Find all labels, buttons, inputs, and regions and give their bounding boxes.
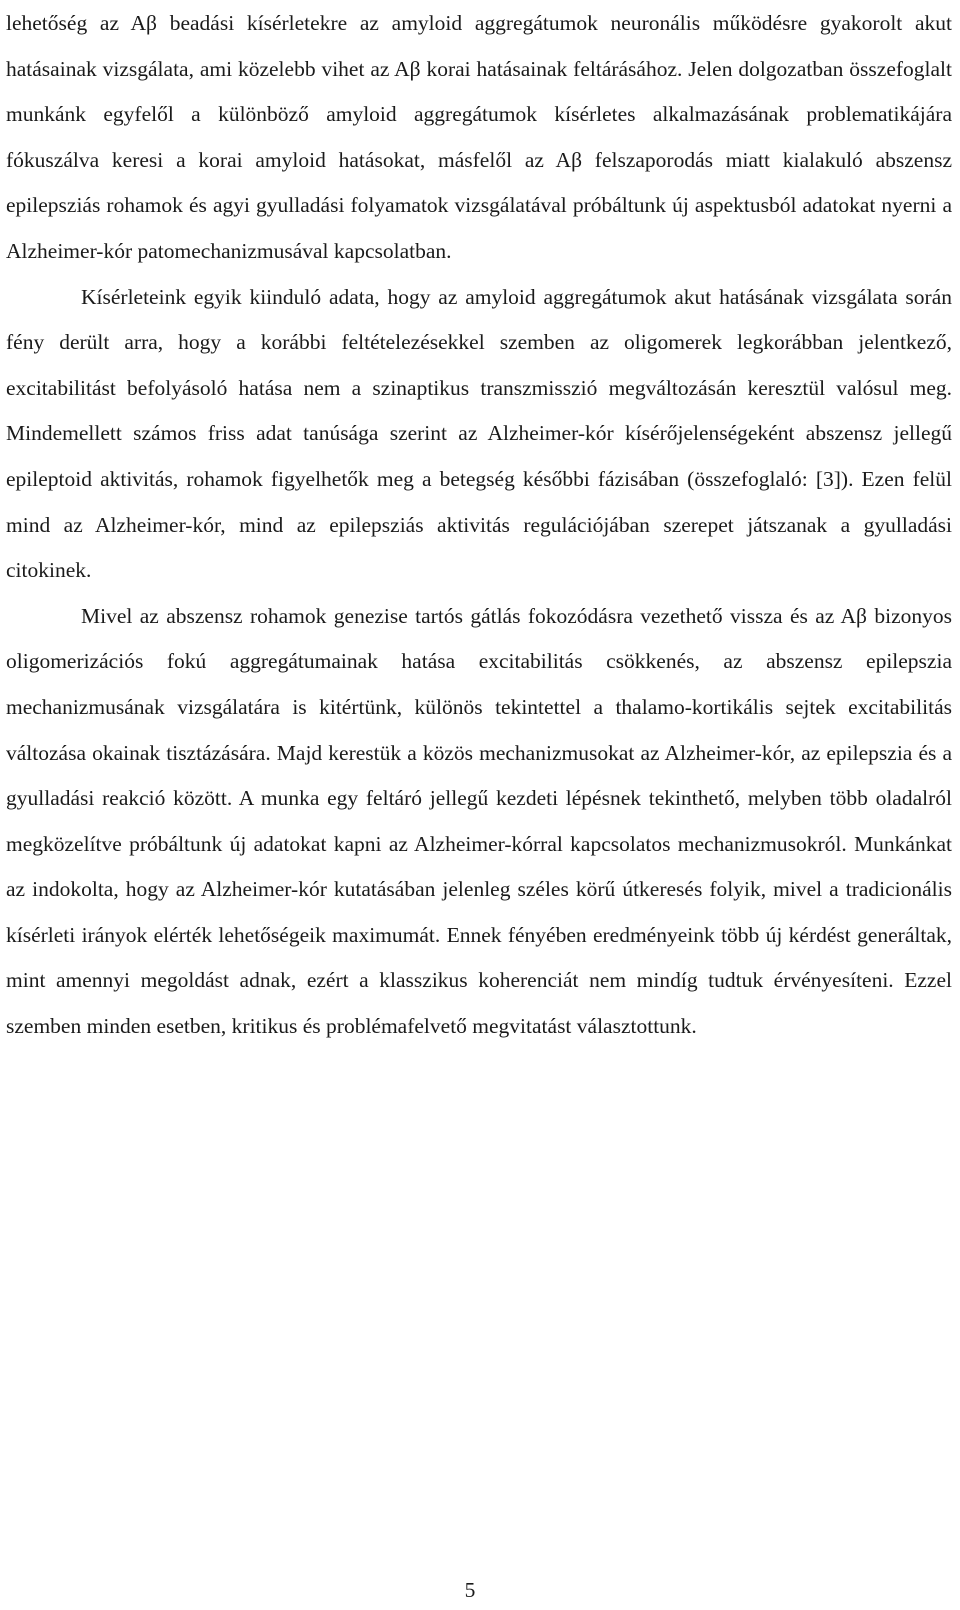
paragraph-2: Kísérleteink egyik kiinduló adata, hogy az amyloid aggregátumok akut hatásának vizsgálata során fény derült arra, hogy a korábbi feltételezésekkel szemben az oligomerek legkorábban jelentkező, excitabilitást befolyásoló hatása nem a szinaptikus transzmisszió megváltozásán keresztül valósul meg. Mindemellett számos friss adat tanúsága szerint az Alzheimer-kór kísérőjelenségeként abszensz jellegű epileptoid aktivitás, rohamok figyelhetők meg a betegség későbbi fázisában (összefoglaló: [3]). Ezen felül mind az Alzheimer-kór, mind az epilepsziás aktivitás regulációjában szerepet játszanak a gyulladási citokinek.: [6, 284, 952, 583]
paragraph-3: Mivel az abszensz rohamok genezise tartós gátlás fokozódásra vezethető vissza és az Aβ bizonyos oligomerizációs fokú aggregátumainak hatása excitabilitás csökkenés, az abszensz epilepszia mechanizmusának vizsgálatára is kitértünk, különös tekintettel a thalamo-kortikális sejtek excitabilitás változása okainak tisztázására. Majd kerestük a közös mechanizmusokat az Alzheimer-kór, az epilepszia és a gyulladási reakció között. A munka egy feltáró jellegű kezdeti lépésnek tekinthető, melyben több oladalról megközelítve próbáltunk új adatokat kapni az Alzheimer-kórral kapcsolatos mechanizmusokról. Munkánkat az indokolta, hogy az Alzheimer-kór kutatásában jelenleg széles körű útkeresés folyik, mivel a tradicionális kísérleti irányok elérték lehetőségeik maximumát. Ennek fényében eredményeink több új kérdést generáltak, mint amennyi megoldást adnak, ezért a klasszikus koherenciát nem mindíg tudtuk érvényesíteni. Ezzel szemben minden esetben, kritikus és problémafelvető megvitatást választottunk.: [6, 603, 952, 1039]
body-text: [6, 1, 952, 1050]
page-number: 5: [464, 1578, 476, 1602]
paragraph-1: lehetőség az Aβ beadási kísérletekre az amyloid aggregátumok neuronális működésre gyakorolt akut hatásainak vizsgálata, ami közelebb vihet az Aβ korai hatásainak feltárásához. Jelen dolgozatban összefoglalt munkánk egyfelől a különböző amyloid aggregátumok kísérletes alkalmazásának problematikájára fókuszálva keresi a korai amyloid hatásokat, másfelől az Aβ felszaporodás miatt kialakuló abszensz epilepsziás rohamok és agyi gyulladási folyamatok vizsgálatával próbáltunk új aspektusból adatokat nyerni a Alzheimer-kór patomechanizmusával kapcsolatban.: [6, 11, 952, 263]
